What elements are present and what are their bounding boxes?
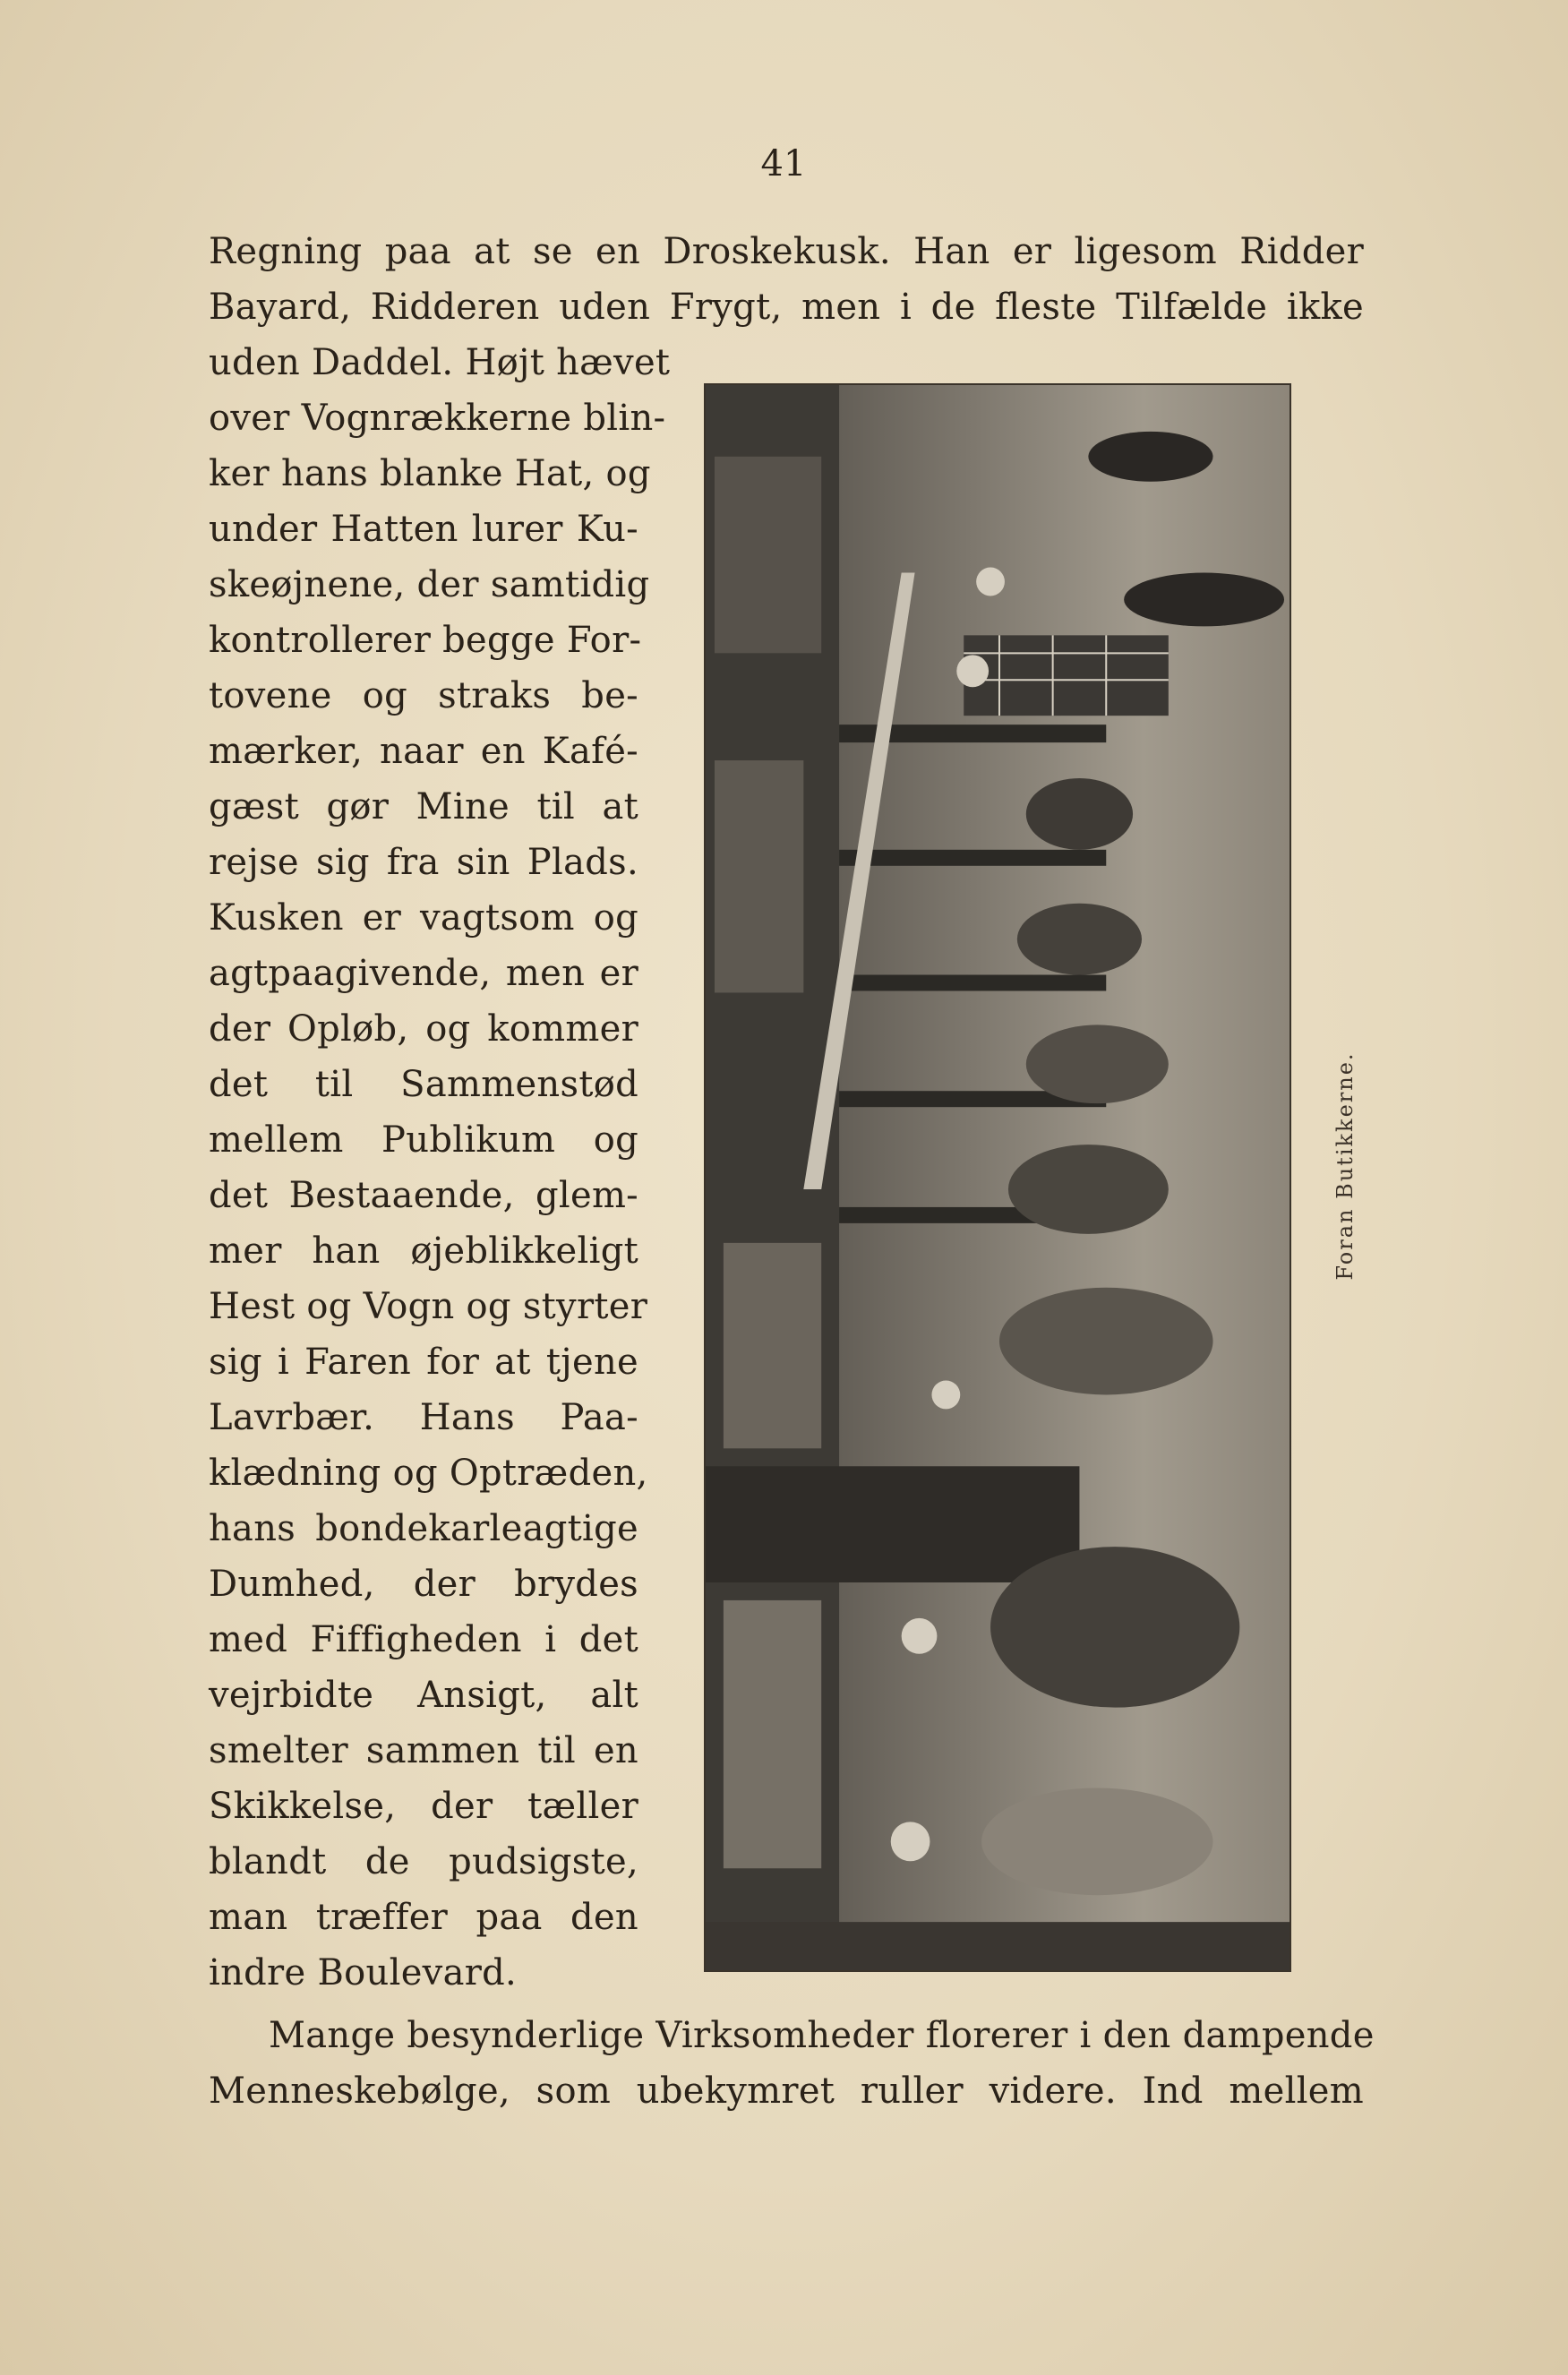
text-line: med Fiffigheden i det — [209, 1619, 638, 1660]
text-line: uden Daddel. Højt hævet — [209, 342, 671, 383]
text-line: der Opløb, og kommer — [209, 1008, 638, 1050]
text-line: hans bondekarleagtige — [209, 1508, 638, 1549]
text-line: mer han øjeblikkeligt — [209, 1230, 638, 1272]
text-line: kontrollerer begge For- — [209, 620, 642, 661]
text-line: Bayard, Ridderen uden Frygt, men i de fleste Tilfælde ikke — [209, 287, 1364, 328]
text-line: Dumhed, der brydes — [209, 1564, 638, 1605]
text-line: Hest og Vogn og styrter — [209, 1286, 648, 1327]
illustration-plate — [704, 383, 1291, 1972]
text-line: over Vognrækkerne blin- — [209, 398, 666, 439]
text-line: klædning og Optræden, — [209, 1453, 648, 1494]
text-line: tovene og straks be- — [209, 675, 638, 716]
text-line: vejrbidte Ansigt, alt — [209, 1675, 638, 1716]
caption-text: Foran Butikkerne. — [1332, 1051, 1358, 1281]
text-line: mærker, naar en Kafé- — [209, 731, 638, 772]
text-line: Mange besynderlige Virksomheder florerer i den dampende — [269, 2015, 1375, 2056]
page-number: 41 — [760, 143, 807, 184]
text-line: gæst gør Mine til at — [209, 786, 638, 827]
text-line: indre Boulevard. — [209, 1952, 518, 1993]
text-line: Menneskebølge, som ubekymret ruller videre. Ind mellem — [209, 2071, 1364, 2112]
text-line: ker hans blanke Hat, og — [209, 453, 651, 494]
text-line: under Hatten lurer Ku- — [209, 509, 638, 550]
text-line: blandt de pudsigste, — [209, 1841, 638, 1882]
text-line: skeøjnene, der samtidig — [209, 564, 650, 605]
text-line: Regning paa at se en Droskekusk. Han er ligesom Ridder — [209, 231, 1364, 272]
text-line: det Bestaaende, glem- — [209, 1175, 638, 1216]
text-line: det til Sammenstød — [209, 1064, 638, 1105]
text-line: Skikkelse, der tæller — [209, 1786, 638, 1827]
illustration-caption — [1327, 1050, 1363, 1282]
text-line: mellem Publikum og — [209, 1119, 638, 1161]
street-scene-illustration — [706, 385, 1290, 1970]
text-line: Kusken er vagtsom og — [209, 897, 638, 939]
text-line: smelter sammen til en — [209, 1730, 638, 1771]
text-line: Lavrbær. Hans Paa- — [209, 1397, 638, 1438]
text-line: man træffer paa den — [209, 1897, 638, 1938]
text-line: agtpaagivende, men er — [209, 953, 638, 994]
text-line: rejse sig fra sin Plads. — [209, 842, 638, 883]
text-line: sig i Faren for at tjene — [209, 1342, 638, 1383]
